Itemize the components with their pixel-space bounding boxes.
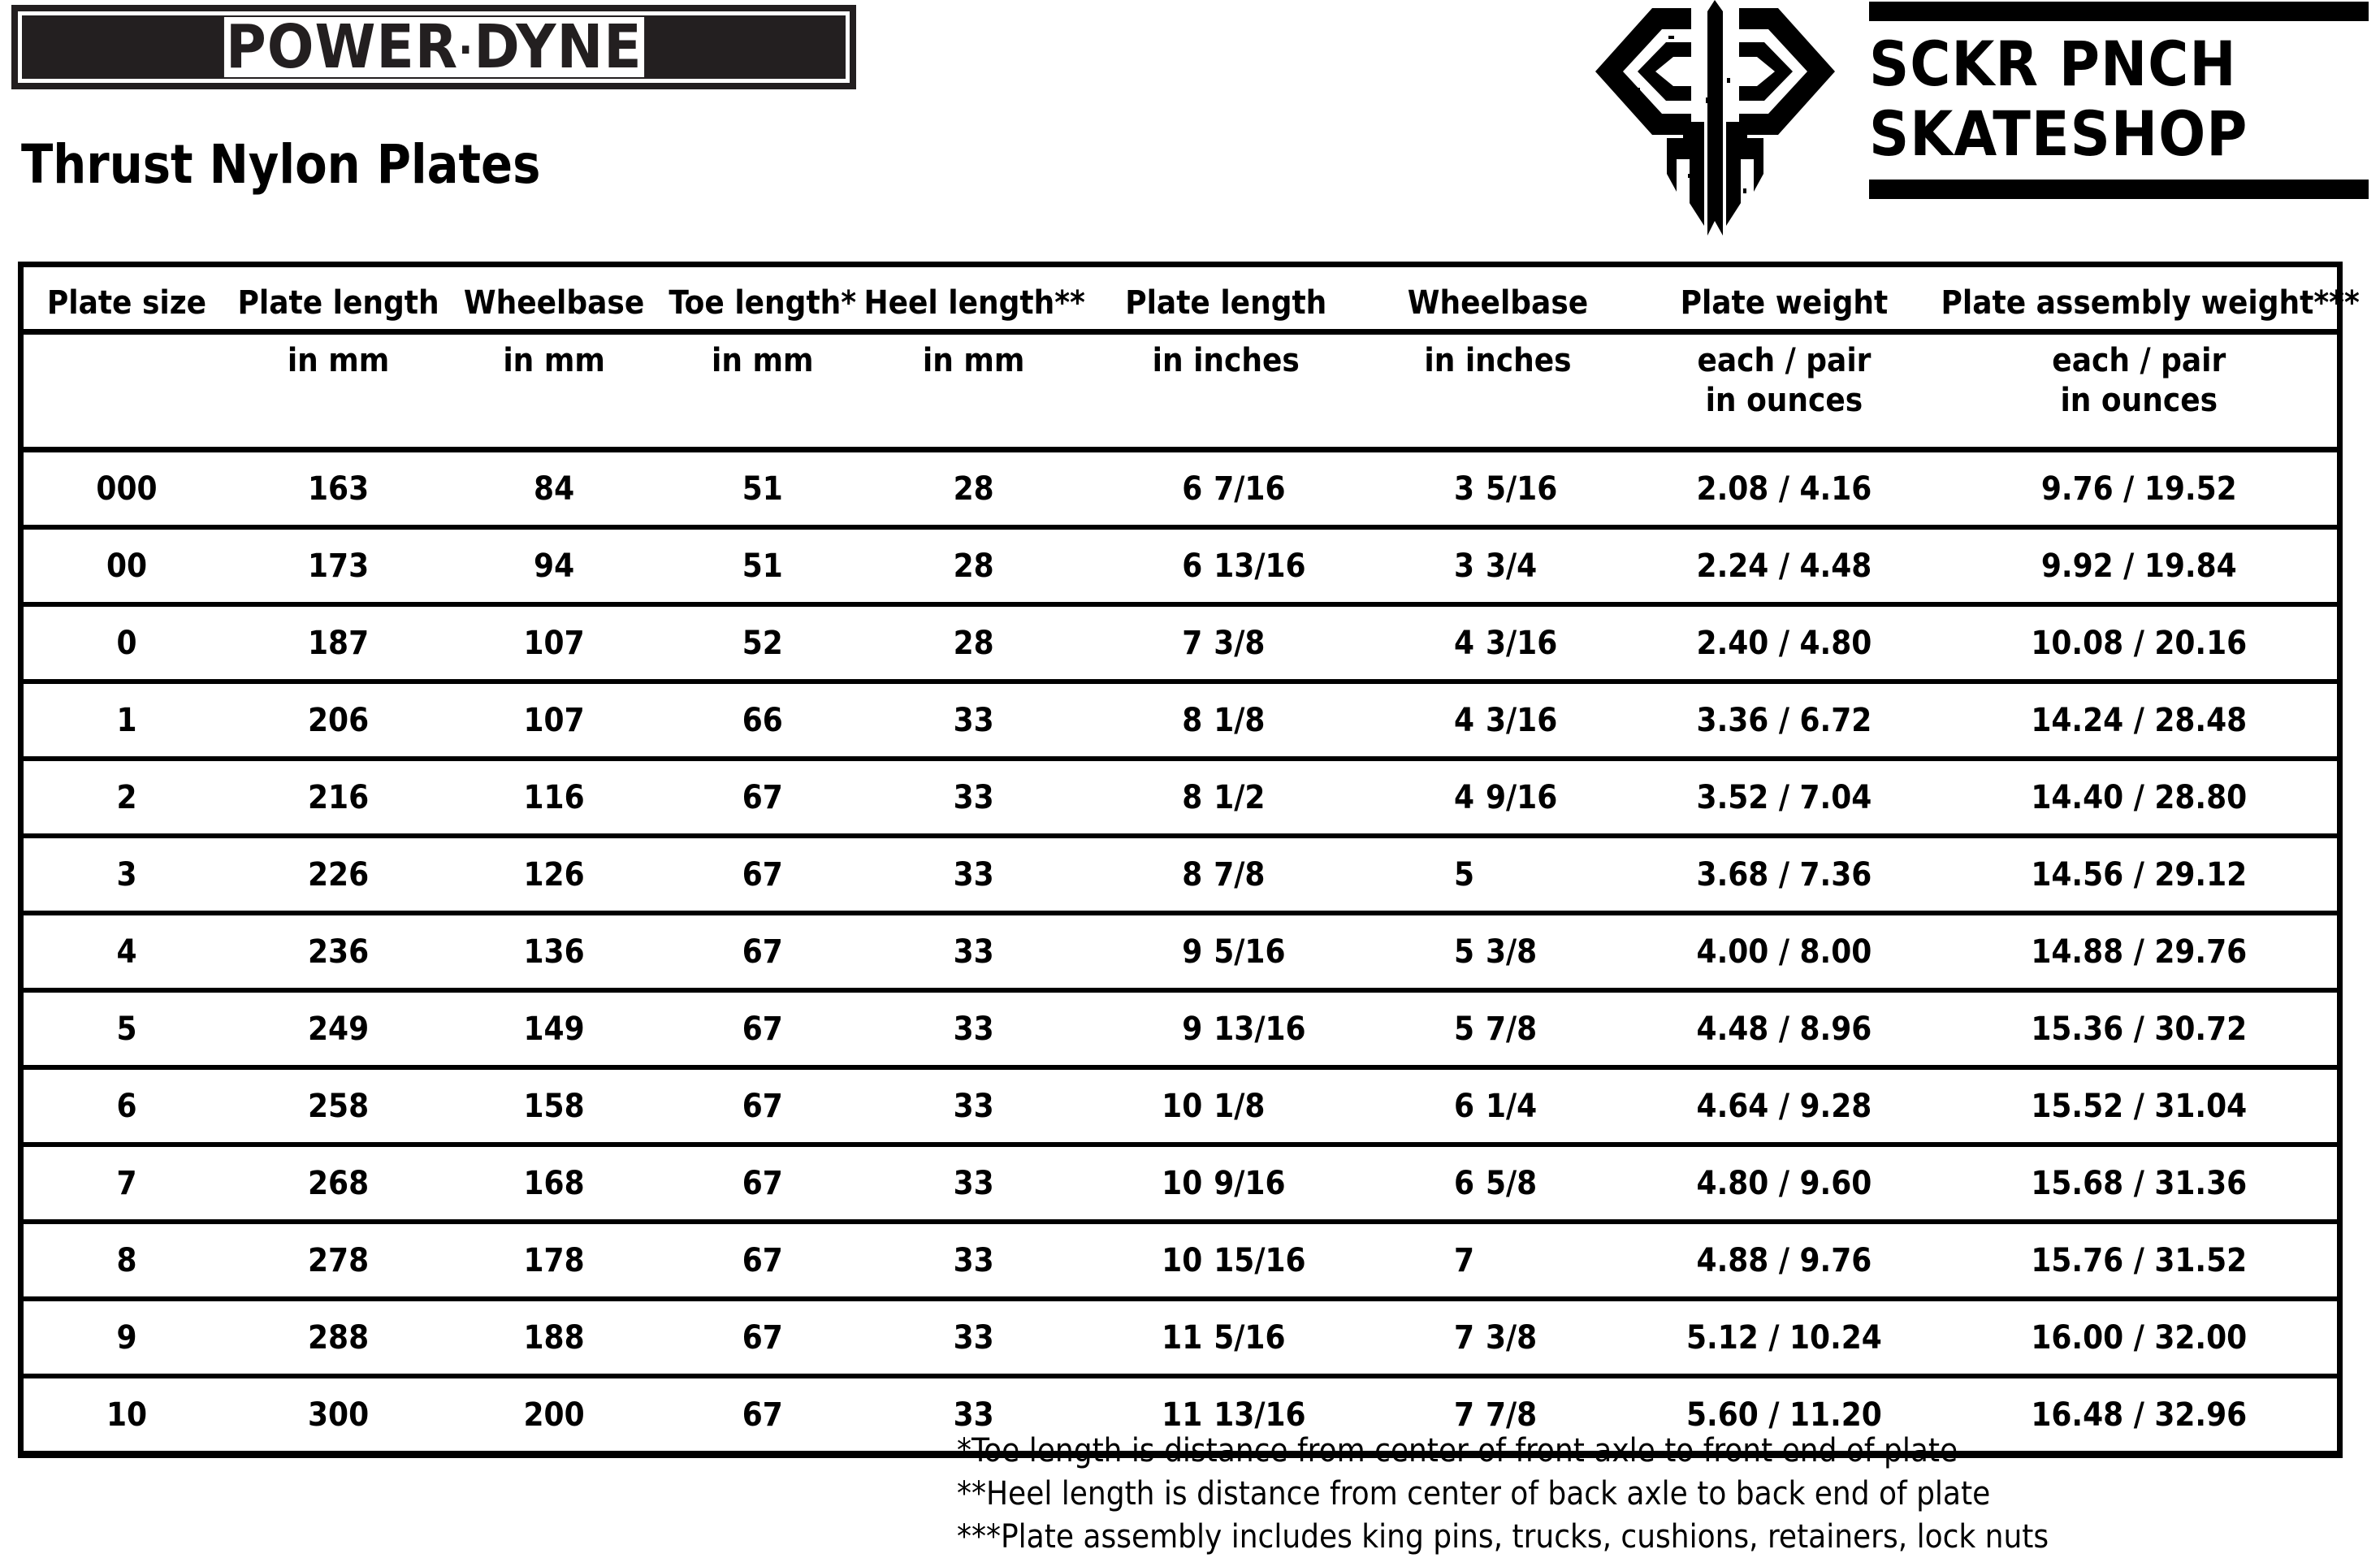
cell-wheelbase-inches-fraction: 7/8	[1485, 1010, 1538, 1048]
cell-plate-length-mm: 187	[230, 604, 447, 682]
cell-wheelbase-inches-fraction: 5/8	[1485, 1164, 1538, 1202]
spec-table-head	[21, 265, 2360, 450]
cell-plate-length-inches-whole: 7	[1182, 624, 1203, 662]
cell-toe-length-mm: 52	[661, 604, 863, 682]
cell-plate-length-inches-whole: 9	[1182, 1010, 1203, 1048]
cell-wheelbase-inches	[1369, 682, 1628, 759]
spec-table-body	[21, 450, 2340, 1455]
cell-plate-length-inches	[1084, 604, 1369, 682]
cell-plate-length-inches	[1084, 759, 1369, 836]
cell-plate-length-inches	[1084, 1145, 1369, 1222]
cell-wheelbase-mm: 94	[447, 527, 661, 604]
cell-wheelbase-mm: 126	[447, 836, 661, 913]
cell-toe-length-mm: 51	[661, 450, 863, 528]
cell-plate-length-inches-fraction: 3/8	[1214, 624, 1266, 662]
cell-plate-length-mm: 226	[230, 836, 447, 913]
cell-toe-length-mm: 67	[661, 1222, 863, 1299]
col-units-plate-length-in: in inches	[1084, 332, 1369, 450]
cell-plate-assembly-weight: 10.08 / 20.16	[1941, 604, 2340, 682]
col-header-plate-length-in: Plate length	[1084, 265, 1369, 332]
cell-plate-length-inches-fraction: 13/16	[1214, 547, 1306, 585]
shop-logo-text	[1869, 0, 2369, 199]
cell-plate-assembly-weight: 15.76 / 31.52	[1941, 1222, 2340, 1299]
col-header-plate-assembly-weight: Plate assembly weight***	[1941, 265, 2340, 332]
cell-toe-length-mm: 67	[661, 913, 863, 990]
cell-plate-assembly-weight: 9.76 / 19.52	[1941, 450, 2340, 528]
cell-wheelbase-mm: 158	[447, 1067, 661, 1145]
cell-wheelbase-inches-whole: 4	[1453, 778, 1474, 816]
cell-plate-length-inches-whole: 8	[1182, 701, 1203, 739]
cell-plate-length-inches-whole: 8	[1182, 855, 1203, 894]
cell-wheelbase-mm: 107	[447, 682, 661, 759]
powerdyne-wordmark-left: POWER	[225, 12, 458, 82]
footnote-plate-assembly: ***Plate assembly includes king pins, trucks, cushions, retainers, lock nuts	[957, 1517, 2049, 1556]
cell-plate-assembly-weight: 16.48 / 32.96	[2031, 1396, 2248, 1434]
cell-plate-size: 6	[21, 1067, 230, 1145]
cell-plate-length-inches	[1084, 1299, 1369, 1376]
cell-toe-length-mm: 67	[661, 990, 863, 1067]
cell-wheelbase-inches-fraction: 3/4	[1485, 547, 1538, 585]
cell-heel-length-mm: 33	[863, 1299, 1083, 1376]
cell-plate-weight: 2.40 / 4.80	[1627, 604, 1941, 682]
powerdyne-wordmark	[224, 12, 644, 82]
cell-wheelbase-inches-whole: 3	[1453, 547, 1474, 585]
cell-plate-length-inches	[1084, 527, 1369, 604]
cell-wheelbase-inches-whole: 6	[1453, 1087, 1474, 1125]
table-row	[21, 836, 2340, 913]
cell-plate-length-inches-fraction: 5/16	[1214, 1318, 1286, 1357]
cell-plate-length-mm: 173	[230, 527, 447, 604]
cell-wheelbase-inches-whole: 7	[1453, 1241, 1474, 1279]
cell-wheelbase-inches	[1369, 1067, 1628, 1145]
cell-plate-weight: 2.08 / 4.16	[1627, 450, 1941, 528]
col-header-wheelbase-in: Wheelbase	[1369, 265, 1628, 332]
cell-plate-size: 00	[21, 527, 230, 604]
table-row	[21, 1222, 2340, 1299]
cell-plate-length-mm: 216	[230, 759, 447, 836]
cell-plate-size: 0	[21, 604, 230, 682]
cell-wheelbase-inches	[1369, 990, 1628, 1067]
sucker-punch-diamond-emblem-icon	[1587, 0, 1843, 236]
cell-wheelbase-mm: 168	[447, 1145, 661, 1222]
powerdyne-wordmark-dot: ·	[457, 25, 474, 75]
cell-plate-length-mm: 300	[307, 1396, 370, 1434]
cell-plate-length-inches-whole: 10	[1162, 1164, 1203, 1202]
cell-plate-length-inches	[1084, 913, 1369, 990]
col-units-toe-length: in mm	[661, 332, 863, 450]
col-units-heel-length: in mm	[863, 332, 1083, 450]
cell-plate-assembly-weight: 9.92 / 19.84	[1941, 527, 2340, 604]
cell-heel-length-mm: 33	[863, 759, 1083, 836]
cell-wheelbase-inches-whole: 7	[1453, 1396, 1474, 1434]
cell-plate-length-inches-fraction: 13/16	[1214, 1396, 1306, 1434]
cell-plate-size: 4	[21, 913, 230, 990]
cell-wheelbase-inches-whole: 4	[1453, 701, 1474, 739]
cell-wheelbase-inches-whole: 3	[1453, 470, 1474, 508]
cell-plate-length-inches	[1084, 836, 1369, 913]
cell-plate-size: 8	[21, 1222, 230, 1299]
cell-plate-length-mm: 236	[230, 913, 447, 990]
cell-plate-length-inches	[1084, 450, 1369, 528]
cell-wheelbase-inches-whole: 5	[1453, 933, 1474, 971]
cell-plate-length-mm: 258	[230, 1067, 447, 1145]
col-header-plate-length-mm: Plate length	[230, 265, 447, 332]
cell-plate-length-inches-whole: 8	[1182, 778, 1203, 816]
cell-plate-weight: 4.64 / 9.28	[1627, 1067, 1941, 1145]
cell-wheelbase-mm: 107	[447, 604, 661, 682]
cell-plate-weight: 3.36 / 6.72	[1627, 682, 1941, 759]
cell-wheelbase-inches-fraction: 3/8	[1485, 933, 1538, 971]
footnotes	[957, 1430, 2049, 1558]
cell-plate-assembly-weight: 14.56 / 29.12	[1941, 836, 2340, 913]
cell-toe-length-mm: 67	[661, 1067, 863, 1145]
cell-plate-length-inches-whole: 10	[1162, 1241, 1203, 1279]
cell-wheelbase-inches-whole: 5	[1453, 1010, 1474, 1048]
cell-wheelbase-inches-fraction: 3/16	[1485, 701, 1558, 739]
cell-plate-length-inches	[1084, 1067, 1369, 1145]
cell-plate-size: 9	[21, 1299, 230, 1376]
cell-toe-length-mm: 67	[661, 1145, 863, 1222]
cell-plate-assembly-weight: 14.88 / 29.76	[1941, 913, 2340, 990]
cell-heel-length-mm: 33	[863, 1222, 1083, 1299]
cell-plate-length-inches	[1084, 990, 1369, 1067]
cell-plate-length-inches-fraction: 7/8	[1214, 855, 1266, 894]
cell-plate-length-inches-fraction: 13/16	[1214, 1010, 1306, 1048]
cell-plate-weight: 3.68 / 7.36	[1627, 836, 1941, 913]
cell-heel-length-mm: 33	[863, 913, 1083, 990]
cell-plate-length-inches-whole: 10	[1162, 1087, 1203, 1125]
cell-plate-size: 10	[106, 1396, 148, 1434]
cell-wheelbase-inches-whole: 4	[1453, 624, 1474, 662]
cell-wheelbase-mm: 116	[447, 759, 661, 836]
shop-logo-line-1: SCKR PNCH	[1869, 28, 2237, 100]
cell-plate-weight: 4.00 / 8.00	[1627, 913, 1941, 990]
cell-wheelbase-inches	[1369, 604, 1628, 682]
cell-plate-size: 3	[21, 836, 230, 913]
cell-wheelbase-mm: 188	[447, 1299, 661, 1376]
cell-plate-length-inches-whole: 9	[1182, 933, 1203, 971]
cell-plate-length-inches-whole: 11	[1162, 1396, 1203, 1434]
cell-plate-assembly-weight: 15.68 / 31.36	[1941, 1145, 2340, 1222]
cell-wheelbase-mm: 178	[447, 1222, 661, 1299]
cell-plate-length-mm: 206	[230, 682, 447, 759]
table-row	[21, 1145, 2340, 1222]
cell-wheelbase-inches-fraction: 9/16	[1485, 778, 1558, 816]
col-header-heel-length: Heel length**	[863, 265, 1083, 332]
footnote-toe-length: *Toe length is distance from center of front axle to front end of plate	[957, 1432, 1958, 1469]
table-row	[21, 759, 2340, 836]
cell-plate-weight: 2.24 / 4.48	[1627, 527, 1941, 604]
cell-plate-assembly-weight: 15.36 / 30.72	[1941, 990, 2340, 1067]
col-header-toe-length: Toe length*	[661, 265, 863, 332]
cell-heel-length-mm: 33	[863, 990, 1083, 1067]
cell-plate-length-inches-fraction: 15/16	[1214, 1241, 1306, 1279]
col-units-plate-weight: each / pair in ounces	[1627, 332, 1941, 450]
table-row	[21, 604, 2340, 682]
shop-logo-top-bar	[1869, 2, 2369, 21]
powerdyne-logo	[11, 5, 856, 89]
col-header-plate-weight: Plate weight	[1627, 265, 1941, 332]
col-units-plate-assembly-weight: each / pair in ounces	[1941, 332, 2340, 450]
cell-wheelbase-inches-fraction: 3/8	[1485, 1318, 1538, 1357]
cell-wheelbase-mm: 136	[447, 913, 661, 990]
powerdyne-wordmark-right: DYNE	[473, 12, 643, 82]
header-units-row	[21, 332, 2340, 450]
cell-wheelbase-inches-fraction: 1/4	[1485, 1087, 1538, 1125]
powerdyne-logo-frame	[18, 11, 850, 83]
cell-plate-assembly-weight: 16.00 / 32.00	[1941, 1299, 2340, 1376]
header-title-row	[21, 265, 2340, 332]
cell-plate-weight: 4.80 / 9.60	[1627, 1145, 1941, 1222]
cell-wheelbase-inches	[1369, 527, 1628, 604]
table-row	[21, 913, 2340, 990]
table-row	[21, 1067, 2340, 1145]
shop-logo-line-2: SKATESHOP	[1869, 97, 2248, 170]
cell-plate-length-mm: 163	[230, 450, 447, 528]
table-row	[21, 990, 2340, 1067]
cell-toe-length-mm: 51	[661, 527, 863, 604]
page-title: Thrust Nylon Plates	[21, 133, 541, 196]
cell-toe-length-mm: 67	[742, 1396, 783, 1434]
col-units-wheelbase-mm: in mm	[447, 332, 661, 450]
cell-heel-length-mm: 33	[863, 682, 1083, 759]
cell-plate-length-inches-whole: 6	[1182, 470, 1203, 508]
cell-plate-weight: 4.48 / 8.96	[1627, 990, 1941, 1067]
cell-plate-length-inches-fraction: 5/16	[1214, 933, 1286, 971]
cell-plate-length-inches-whole: 11	[1162, 1318, 1203, 1357]
cell-toe-length-mm: 66	[661, 682, 863, 759]
col-units-wheelbase-in: in inches	[1369, 332, 1628, 450]
spec-table-container	[18, 262, 2360, 1458]
cell-heel-length-mm: 28	[863, 604, 1083, 682]
cell-plate-length-inches-fraction: 1/8	[1214, 1087, 1266, 1125]
cell-wheelbase-mm: 200	[523, 1396, 585, 1434]
cell-wheelbase-inches	[1369, 1299, 1628, 1376]
cell-wheelbase-mm: 84	[447, 450, 661, 528]
cell-plate-weight: 3.52 / 7.04	[1627, 759, 1941, 836]
cell-plate-length-inches	[1084, 1222, 1369, 1299]
cell-wheelbase-inches-fraction: 3/16	[1485, 624, 1558, 662]
cell-wheelbase-inches	[1369, 1222, 1628, 1299]
cell-plate-assembly-weight: 14.24 / 28.48	[1941, 682, 2340, 759]
cell-toe-length-mm: 67	[661, 759, 863, 836]
table-row	[21, 527, 2340, 604]
cell-wheelbase-inches-fraction: 7/8	[1485, 1396, 1538, 1434]
col-header-plate-size: Plate size	[21, 265, 230, 332]
cell-plate-size: 5	[21, 990, 230, 1067]
sckr-pnch-skateshop-logo	[1587, 0, 2369, 236]
col-units-plate-length-mm: in mm	[230, 332, 447, 450]
cell-plate-size: 2	[21, 759, 230, 836]
cell-plate-length-inches-fraction: 9/16	[1214, 1164, 1286, 1202]
cell-plate-assembly-weight: 15.52 / 31.04	[1941, 1067, 2340, 1145]
cell-wheelbase-mm: 149	[447, 990, 661, 1067]
cell-wheelbase-inches	[1369, 759, 1628, 836]
cell-wheelbase-inches-whole: 7	[1453, 1318, 1474, 1357]
cell-plate-size: 000	[21, 450, 230, 528]
cell-wheelbase-inches	[1369, 913, 1628, 990]
cell-heel-length-mm: 28	[863, 527, 1083, 604]
cell-plate-length-inches-fraction: 7/16	[1214, 470, 1286, 508]
col-header-wheelbase-mm: Wheelbase	[447, 265, 661, 332]
shop-logo-bottom-bar	[1869, 180, 2369, 199]
cell-toe-length-mm: 67	[661, 1299, 863, 1376]
cell-heel-length-mm: 33	[863, 1067, 1083, 1145]
cell-plate-size: 7	[21, 1145, 230, 1222]
cell-plate-length-mm: 288	[230, 1299, 447, 1376]
cell-plate-weight: 5.60 / 11.20	[1686, 1396, 1882, 1434]
plate-spec-table	[18, 262, 2360, 1458]
page-header	[0, 0, 2380, 244]
cell-heel-length-mm: 33	[863, 836, 1083, 913]
cell-heel-length-mm: 33	[953, 1396, 994, 1434]
table-row	[21, 450, 2340, 528]
cell-wheelbase-inches	[1369, 836, 1628, 913]
cell-wheelbase-inches-whole: 5	[1453, 855, 1474, 894]
cell-wheelbase-inches	[1369, 450, 1628, 528]
cell-wheelbase-inches	[1369, 1145, 1628, 1222]
table-row	[21, 682, 2340, 759]
cell-plate-length-inches-whole: 6	[1182, 547, 1203, 585]
table-row	[21, 1299, 2340, 1376]
cell-plate-size: 1	[21, 682, 230, 759]
cell-plate-weight: 5.12 / 10.24	[1627, 1299, 1941, 1376]
cell-plate-length-inches	[1084, 682, 1369, 759]
cell-plate-weight: 4.88 / 9.76	[1627, 1222, 1941, 1299]
cell-wheelbase-inches-whole: 6	[1453, 1164, 1474, 1202]
col-units-plate-size	[21, 332, 230, 450]
cell-wheelbase-inches-fraction: 5/16	[1485, 470, 1558, 508]
cell-heel-length-mm: 33	[863, 1145, 1083, 1222]
cell-toe-length-mm: 67	[661, 836, 863, 913]
cell-plate-length-mm: 249	[230, 990, 447, 1067]
footnote-heel-length: **Heel length is distance from center of back axle to back end of plate	[957, 1474, 1991, 1513]
cell-plate-assembly-weight: 14.40 / 28.80	[1941, 759, 2340, 836]
cell-plate-length-inches-fraction: 1/8	[1214, 701, 1266, 739]
cell-plate-length-mm: 268	[230, 1145, 447, 1222]
cell-plate-length-inches-fraction: 1/2	[1214, 778, 1266, 816]
cell-heel-length-mm: 28	[863, 450, 1083, 528]
cell-plate-length-mm: 278	[230, 1222, 447, 1299]
